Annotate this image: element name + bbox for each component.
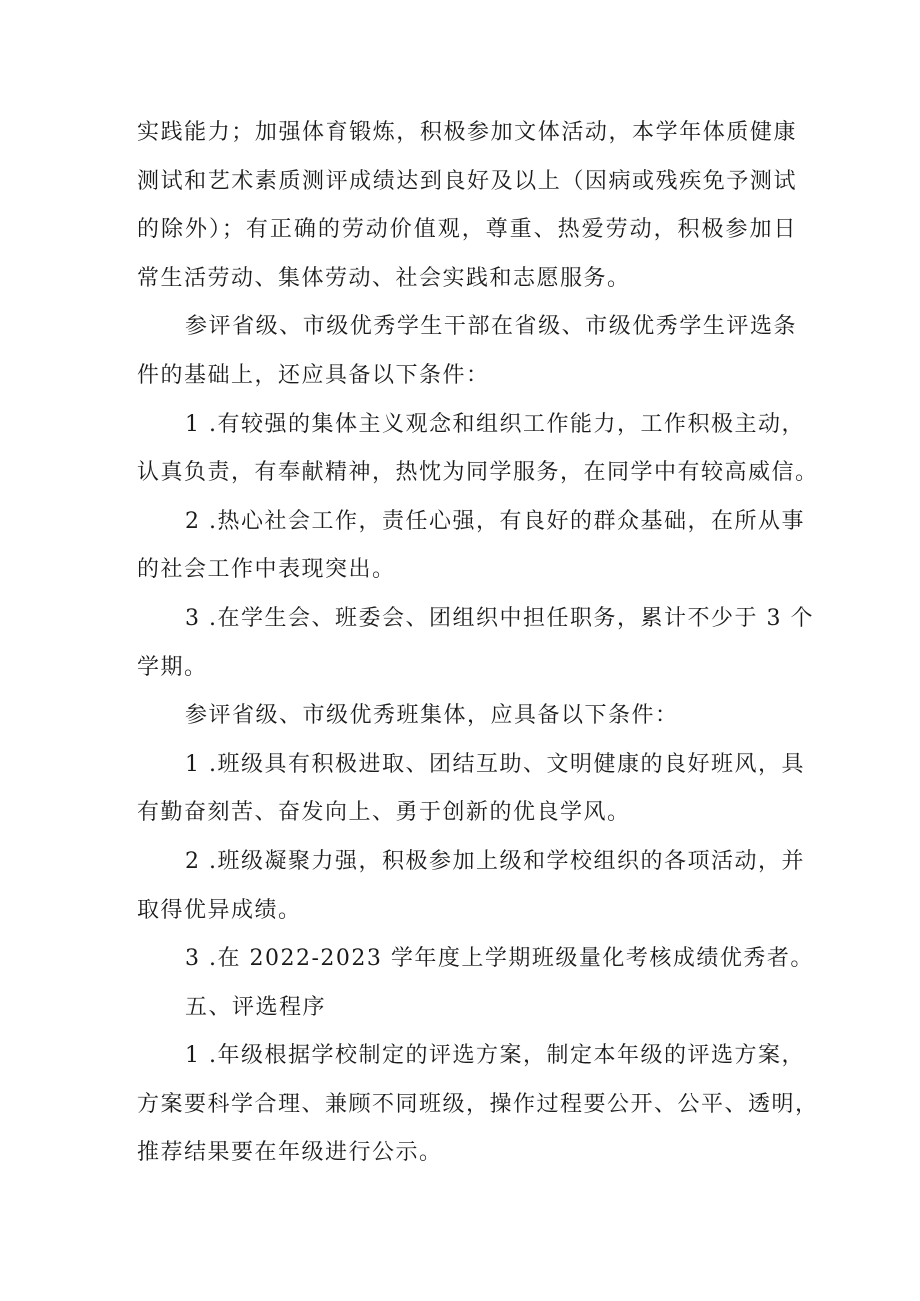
section-heading: 五、评选程序 xyxy=(185,994,327,1020)
text-line: 推荐结果要在年级进行公示。 xyxy=(137,1140,443,1166)
list-item-line: 2 .热心社会工作，责任心强，有良好的群众基础，在所从事 xyxy=(185,508,805,534)
list-item-line: 1 .有较强的集体主义观念和组织工作能力，工作积极主动， xyxy=(185,411,805,437)
list-item-line: 1 .年级根据学校制定的评选方案，制定本年级的评选方案， xyxy=(185,1043,805,1069)
list-item-line: 1 .班级具有积极进取、团结互助、文明健康的良好班风，具 xyxy=(185,751,805,777)
text-line: 认真负责，有奉献精神，热忱为同学服务，在同学中有较高威信。 xyxy=(137,460,819,486)
text-line: 方案要科学合理、兼顾不同班级，操作过程要公开、公平、透明， xyxy=(137,1091,819,1117)
list-item-line: 2 .班级凝聚力强，积极参加上级和学校组织的各项活动，并 xyxy=(185,848,805,874)
text-line: 学期。 xyxy=(137,654,208,680)
list-item-line: 3 .在学生会、班委会、团组织中担任职务，累计不少于 3 个 xyxy=(185,605,814,631)
text-line: 常生活劳动、集体劳动、社会实践和志愿服务。 xyxy=(137,265,631,291)
paragraph-start-line: 参评省级、市级优秀学生干部在省级、市级优秀学生评选条 xyxy=(185,314,797,340)
text-line: 的除外）；有正确的劳动价值观，尊重、热爱劳动，积极参加日 xyxy=(137,217,797,243)
paragraph-start-line: 参评省级、市级优秀班集体，应具备以下条件： xyxy=(185,703,679,729)
list-item-line: 3 .在 2022-2023 学年度上学期班级量化考核成绩优秀者。 xyxy=(185,946,814,972)
text-line: 测试和艺术素质测评成绩达到良好及以上（因病或残疾免予测试 xyxy=(137,168,797,194)
text-line: 件的基础上，还应具备以下条件： xyxy=(137,362,490,388)
text-line: 实践能力；加强体育锻炼，积极参加文体活动，本学年体质健康 xyxy=(137,120,797,145)
document-body xyxy=(137,109,819,1178)
text-line: 有勤奋刻苦、奋发向上、勇于创新的优良学风。 xyxy=(137,800,631,826)
text-line: 取得优异成绩。 xyxy=(137,897,302,923)
text-line: 的社会工作中表现突出。 xyxy=(137,557,396,583)
